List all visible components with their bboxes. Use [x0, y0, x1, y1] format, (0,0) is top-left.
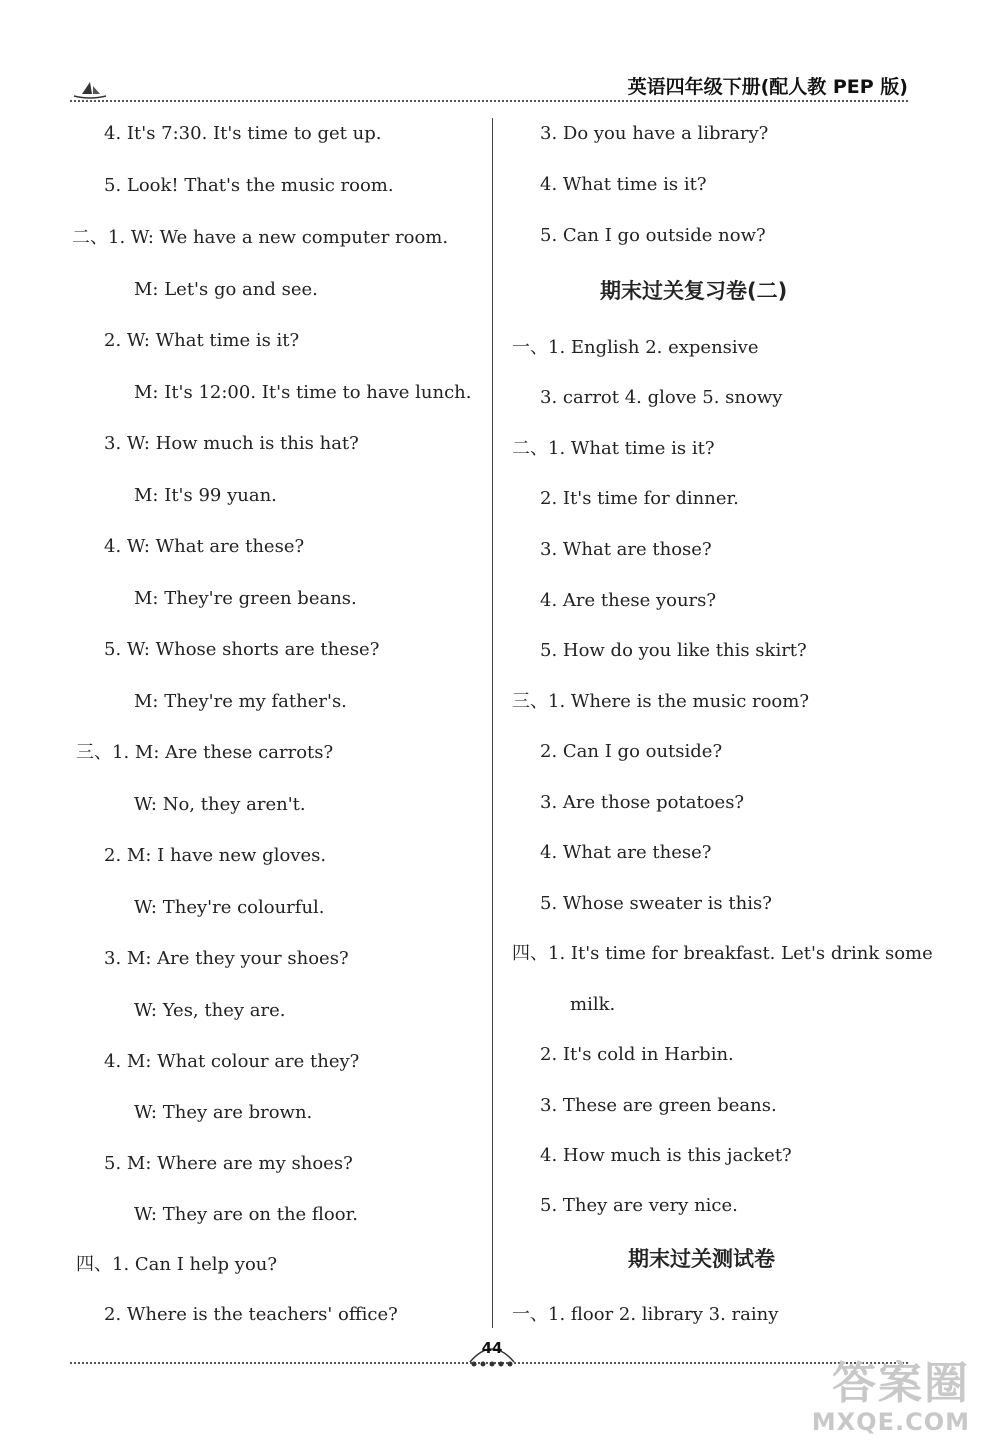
answer-line: 5. How do you like this skirt?: [540, 640, 807, 661]
watermark-text: 答案圈: [832, 1358, 970, 1409]
answer-line: M: They're green beans.: [134, 588, 357, 609]
answer-line: 2. M: I have new gloves.: [104, 845, 327, 866]
answer-line: 3. carrot 4. glove 5. snowy: [540, 387, 783, 408]
answer-line: 3. These are green beans.: [540, 1095, 777, 1116]
page-number: 44: [481, 1339, 503, 1357]
answer-line: 5. M: Where are my shoes?: [104, 1153, 353, 1174]
answer-line: milk.: [570, 994, 616, 1015]
answer-line: 一、1. floor 2. library 3. rainy: [512, 1304, 779, 1325]
answer-line: 四、1. It's time for breakfast. Let's drink some: [512, 943, 933, 964]
column-divider: [492, 118, 493, 1328]
sailboat-logo-icon: [70, 78, 110, 100]
answer-line: 3. Do you have a library?: [540, 123, 769, 144]
answer-line: W: No, they aren't.: [134, 794, 306, 815]
answer-line: W: They are brown.: [134, 1102, 313, 1123]
book-title: 英语四年级下册(配人教 PEP 版): [627, 76, 908, 98]
page-number-badge-icon: [464, 1338, 520, 1368]
answer-line: 三、1. Where is the music room?: [512, 691, 809, 712]
answer-line: M: It's 99 yuan.: [134, 485, 277, 506]
answer-line: 4. How much is this jacket?: [540, 1145, 792, 1166]
section-title-review-2: 期末过关复习卷(二): [600, 279, 788, 303]
answer-line: M: It's 12:00. It's time to have lunch.: [134, 382, 472, 403]
answer-line: M: Let's go and see.: [134, 279, 318, 300]
answer-line: W: They're colourful.: [134, 897, 325, 918]
answer-line: W: Yes, they are.: [134, 1000, 286, 1021]
answer-line: 2. W: What time is it?: [104, 330, 300, 351]
answer-line: 四、1. Can I help you?: [76, 1254, 278, 1275]
answer-line: 4. Are these yours?: [540, 590, 717, 611]
answer-line: M: They're my father's.: [134, 691, 347, 712]
answer-line: 4. What are these?: [540, 842, 712, 863]
answer-line: 3. M: Are they your shoes?: [104, 948, 349, 969]
answer-line: 4. M: What colour are they?: [104, 1051, 360, 1072]
answer-line: W: They are on the floor.: [134, 1204, 358, 1225]
answer-line: 5. Look! That's the music room.: [104, 175, 394, 196]
answer-line: 5. W: Whose shorts are these?: [104, 639, 380, 660]
header-divider: [70, 100, 908, 102]
answer-line: 3. W: How much is this hat?: [104, 433, 359, 454]
answer-line: 5. They are very nice.: [540, 1195, 738, 1216]
answer-line: 2. Can I go outside?: [540, 741, 723, 762]
answer-line: 5. Whose sweater is this?: [540, 893, 772, 914]
answer-line: 3. What are those?: [540, 539, 712, 560]
answer-line: 4. W: What are these?: [104, 536, 305, 557]
answer-line: 5. Can I go outside now?: [540, 225, 766, 246]
section-title-final-test: 期末过关测试卷: [628, 1247, 775, 1271]
watermark-url: MXQE.COM: [811, 1408, 970, 1436]
answer-line: 2. Where is the teachers' office?: [104, 1304, 398, 1325]
watermark: [812, 1360, 970, 1436]
answer-line: 2. It's cold in Harbin.: [540, 1044, 734, 1065]
answer-line: 一、1. English 2. expensive: [512, 337, 759, 358]
answer-line: 二、1. W: We have a new computer room.: [72, 227, 449, 248]
answer-line: 2. It's time for dinner.: [540, 488, 739, 509]
answer-line: 3. Are those potatoes?: [540, 792, 745, 813]
answer-line: 4. What time is it?: [540, 174, 707, 195]
answer-line: 三、1. M: Are these carrots?: [76, 742, 334, 763]
answer-line: 4. It's 7:30. It's time to get up.: [104, 123, 382, 144]
answer-line: 二、1. What time is it?: [512, 438, 715, 459]
